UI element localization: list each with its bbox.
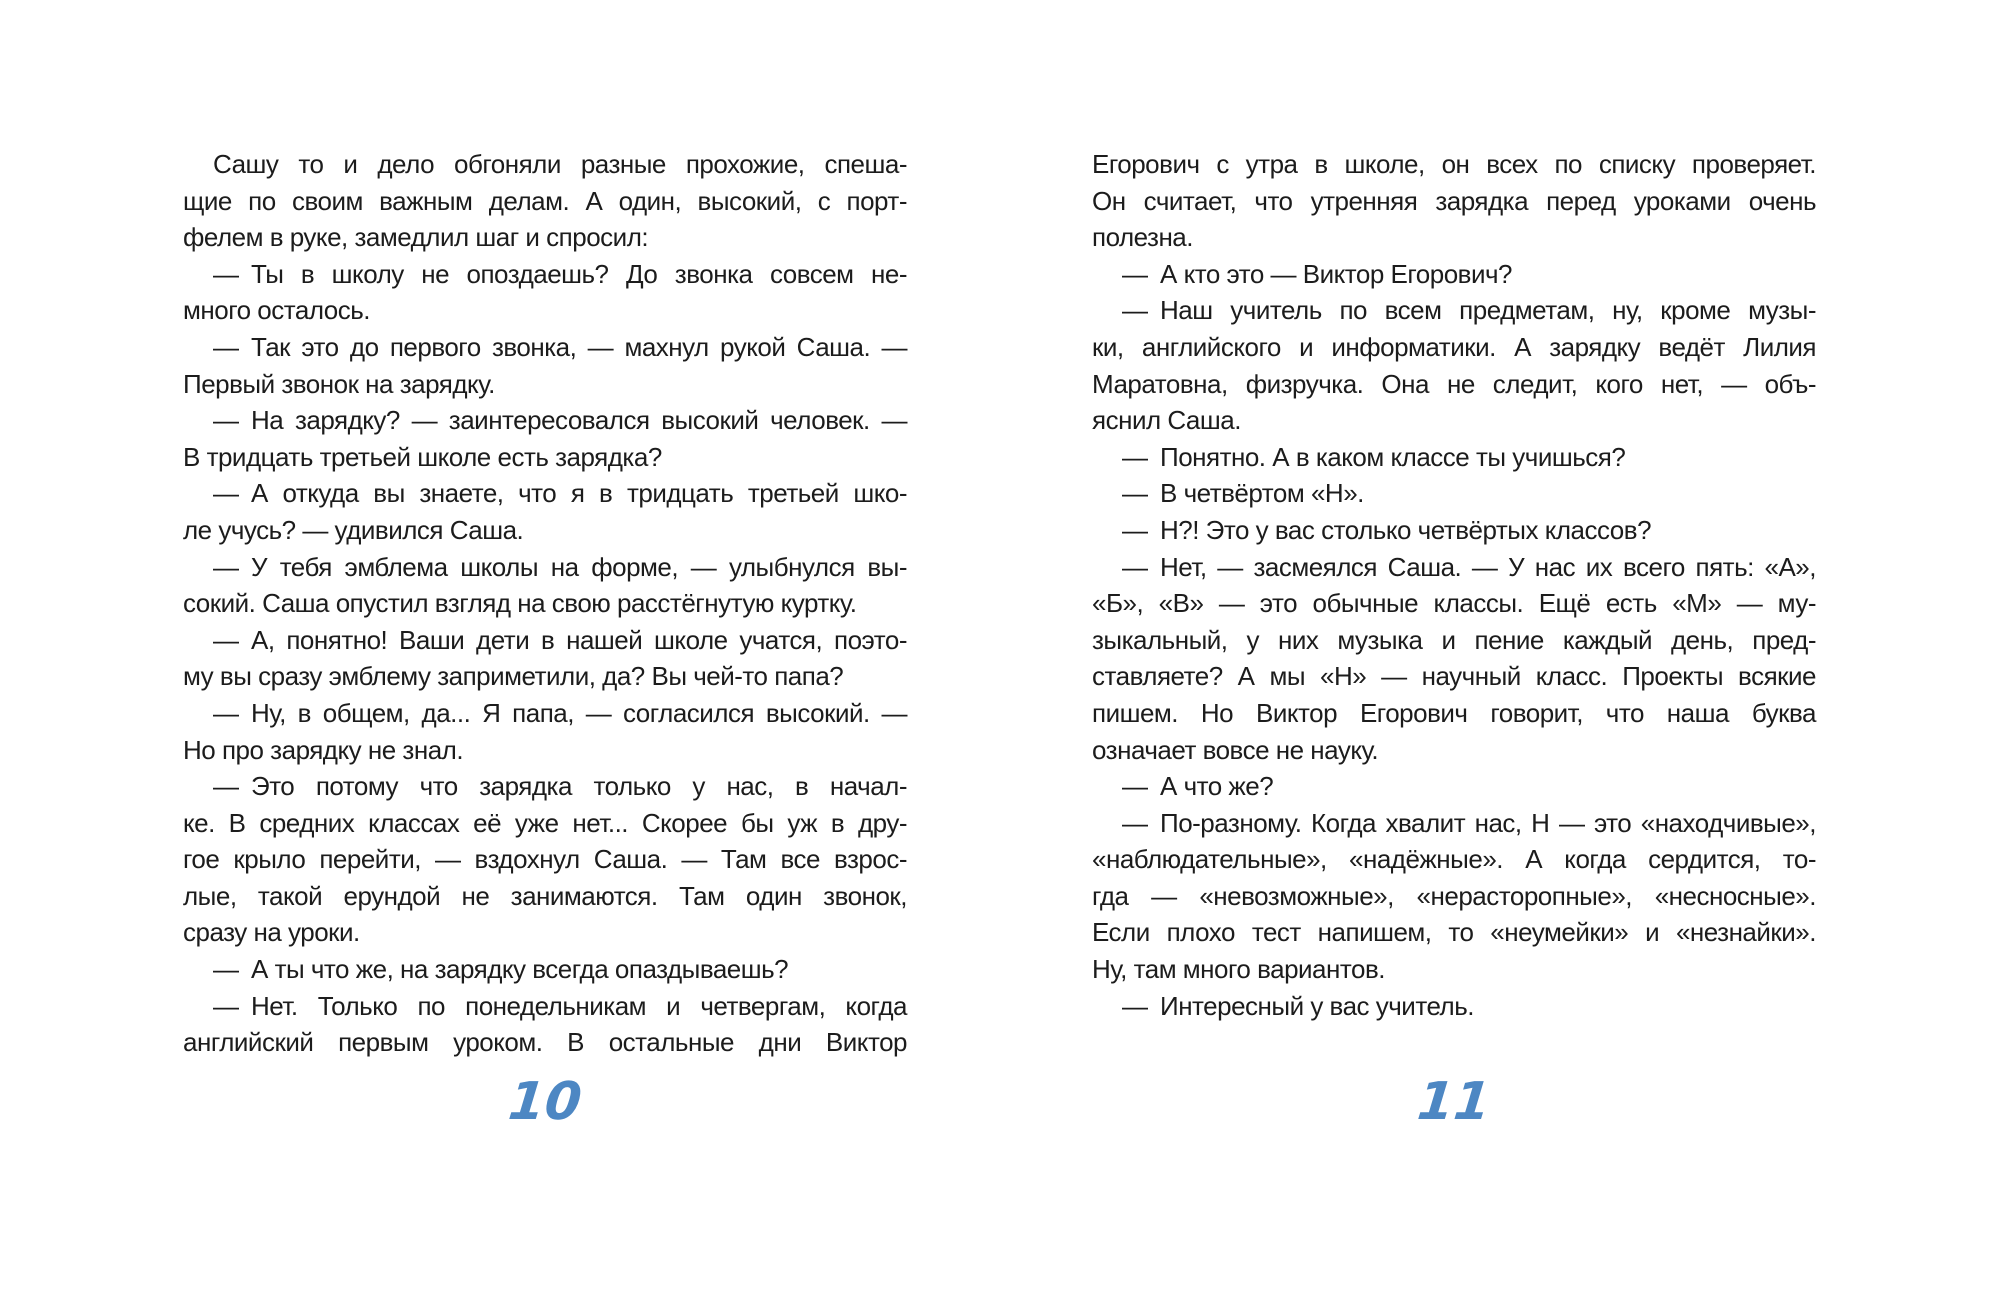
text-line: ке. В средних классах её уже нет... Скорее бы уж в дру- bbox=[183, 807, 907, 838]
text-line: — А ты что же, на зарядку всегда опаздываешь? bbox=[213, 954, 789, 985]
text-line: — А что же? bbox=[1122, 771, 1274, 802]
text-line: В тридцать третьей школе есть зарядка? bbox=[183, 441, 662, 472]
text-line: фелем в руке, замедлил шаг и спросил: bbox=[183, 222, 649, 253]
text-line: — У тебя эмблема школы на форме, — улыбнулся вы- bbox=[213, 551, 907, 582]
text-line: Если плохо тест напишем, то «неумейки» и «незнайки». bbox=[1092, 917, 1816, 948]
text-line: ле учусь? — удивился Саша. bbox=[183, 514, 524, 545]
text-line: — А кто это — Виктор Егорович? bbox=[1122, 258, 1513, 289]
text-line: много осталось. bbox=[183, 295, 371, 326]
text-line: сокий. Саша опустил взгляд на свою расстёгнутую куртку. bbox=[183, 588, 857, 619]
text-block-left bbox=[183, 146, 907, 1061]
text-line: — Нет, — засмеялся Саша. — У нас их всего пять: «А», bbox=[1122, 551, 1816, 582]
text-line: английский первым уроком. В остальные дни Виктор bbox=[183, 1027, 907, 1058]
text-line: — На зарядку? — заинтересовался высокий человек. — bbox=[213, 405, 907, 436]
text-line: яснил Саша. bbox=[1092, 405, 1241, 436]
text-line: — Интересный у вас учитель. bbox=[1122, 990, 1474, 1021]
text-line: — Нет. Только по понедельникам и четвергам, когда bbox=[213, 990, 907, 1021]
page-right bbox=[1004, 0, 2008, 1300]
text-line: пишем. Но Виктор Егорович говорит, что наша буква bbox=[1092, 697, 1816, 728]
text-line: лые, такой ерундой не занимаются. Там один звонок, bbox=[183, 880, 907, 911]
text-line: щие по своим важным делам. А один, высокий, с порт- bbox=[183, 185, 907, 216]
text-block-right bbox=[1092, 146, 1816, 1024]
text-line: «наблюдательные», «надёжные». А когда сердится, то- bbox=[1092, 844, 1816, 875]
text-line: — Наш учитель по всем предметам, ну, кроме музы- bbox=[1122, 295, 1816, 326]
text-line: Маратовна, физручка. Она не следит, кого нет, — объ- bbox=[1092, 368, 1816, 399]
text-line: Первый звонок на зарядку. bbox=[183, 368, 495, 399]
text-line: Сашу то и дело обгоняли разные прохожие, спеша- bbox=[213, 149, 907, 179]
text-line: — Так это до первого звонка, — махнул рукой Саша. — bbox=[213, 331, 907, 362]
text-line: — В четвёртом «Н». bbox=[1122, 478, 1364, 509]
text-line: гое крыло перейти, — вздохнул Саша. — Там все взрос- bbox=[183, 844, 907, 875]
text-line: — Ну, в общем, да... Я папа, — согласился высокий. — bbox=[213, 697, 907, 728]
text-line: сразу на уроки. bbox=[183, 917, 360, 948]
text-line: — По-разному. Когда хвалит нас, Н — это «находчивые», bbox=[1122, 807, 1816, 838]
text-line: Ну, там много вариантов. bbox=[1092, 954, 1385, 985]
text-line: — Ты в школу не опоздаешь? До звонка совсем не- bbox=[213, 258, 907, 289]
text-line: — А, понятно! Ваши дети в нашей школе учатся, поэто- bbox=[213, 624, 907, 655]
text-line: му вы сразу эмблему заприметили, да? Вы чей-то папа? bbox=[183, 661, 844, 692]
page-number-left: 10 bbox=[505, 1072, 585, 1132]
text-line: означает вовсе не науку. bbox=[1092, 734, 1379, 765]
text-line: полезна. bbox=[1092, 222, 1193, 253]
text-line: — Понятно. А в каком классе ты учишься? bbox=[1122, 441, 1626, 472]
text-line: — А откуда вы знаете, что я в тридцать третьей шко- bbox=[213, 478, 907, 509]
page-number-right: 11 bbox=[1414, 1072, 1494, 1132]
text-line: зыкальный, у них музыка и пение каждый день, пред- bbox=[1092, 624, 1816, 655]
text-line: — Это потому что зарядка только у нас, в начал- bbox=[213, 771, 907, 802]
text-line: «Б», «В» — это обычные классы. Ещё есть «М» — му- bbox=[1092, 588, 1816, 619]
text-line: Он считает, что утренняя зарядка перед уроками очень bbox=[1092, 185, 1816, 216]
text-line: ставляете? А мы «Н» — научный класс. Проекты всякие bbox=[1092, 661, 1816, 692]
text-line: — Н?! Это у вас столько четвёртых классов? bbox=[1122, 514, 1652, 545]
text-line: гда — «невозможные», «нерасторопные», «несносные». bbox=[1092, 880, 1816, 911]
text-line: Но про зарядку не знал. bbox=[183, 734, 464, 765]
text-line: ки, английского и информатики. А зарядку ведёт Лилия bbox=[1092, 331, 1816, 362]
text-line: Егорович с утра в школе, он всех по списку проверяет. bbox=[1092, 149, 1816, 179]
